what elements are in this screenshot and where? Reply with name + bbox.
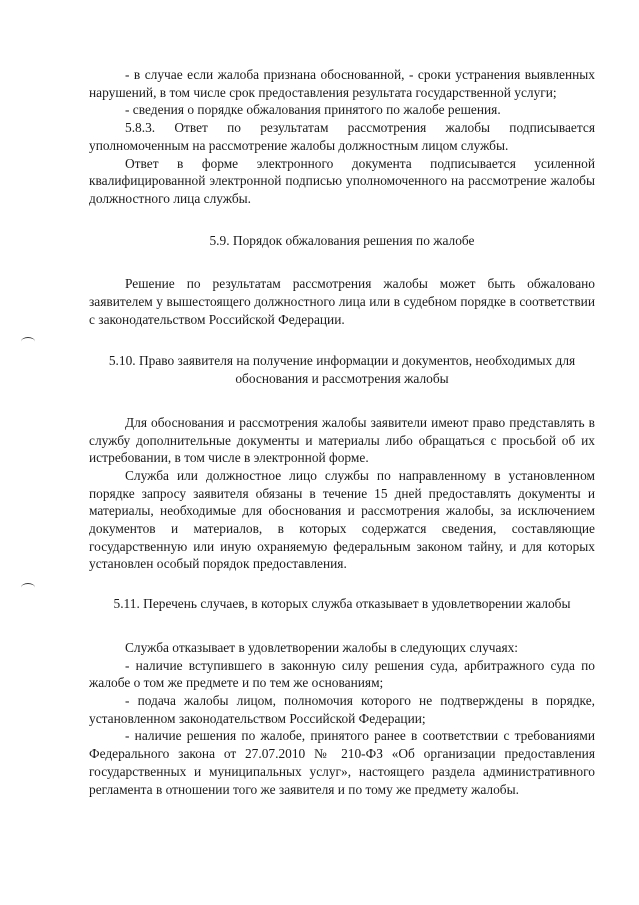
punch-mark-lower: [21, 583, 35, 592]
paragraph: Служба или должностное лицо службы по направленному в установленном порядке запросу заявителя обязаны в течение 15 дней предоставлять документы и материалы, необходимые для обоснования и рассмотрения жалобы, за исключением документов и материалов, в которых содержатся сведения, составляющие государственную или иную охраняемую федеральным законом тайну, и для которых установлен особый порядок предоставления.: [89, 467, 595, 572]
heading-line: 5.10. Право заявителя на получение информации и документов, необходимых для: [108, 353, 576, 369]
paragraph: Служба отказывает в удовлетворении жалобы в следующих случаях:: [125, 639, 519, 655]
section-heading-5-10: [89, 352, 595, 387]
section-heading-5-9: 5.9. Порядок обжалования решения по жалобе: [209, 232, 475, 248]
paragraph: - наличие вступившего в законную силу решения суда, арбитражного суда по жалобе о том же предмете и по тем же основаниям;: [89, 657, 595, 691]
paragraph: - в случае если жалоба признана обоснованной, - сроки устранения выявленных нарушений, в том числе срок предоставления результата государственной услуги;: [89, 67, 595, 100]
paragraph: - подача жалобы лицом, полномочия которого не подтверждены в порядке, установленном законодательством Российской Федерации;: [89, 692, 595, 726]
punch-mark-upper: [21, 337, 35, 346]
paragraph: - сведения о порядке обжалования принятого по жалобе решения.: [125, 102, 501, 118]
paragraph: Решение по результатам рассмотрения жалобы может быть обжаловано заявителем у вышестоящего должностного лица или в судебном порядке в соответствии с законодательством Российской Федерации.: [89, 276, 595, 327]
paragraph: Ответ в форме электронного документа подписывается усиленной квалифицированной электронной подписью уполномоченного на рассмотрение жалобы должностного лица службы.: [89, 155, 595, 206]
section-heading-5-11: 5.11. Перечень случаев, в которых служба отказывает в удовлетворении жалобы: [113, 596, 571, 612]
document-page: [89, 66, 595, 798]
heading-line: обоснования и рассмотрения жалобы: [235, 371, 449, 387]
paragraph: - наличие решения по жалобе, принятого ранее в соответствии с требованиями Федерального закона от 27.07.2010 № 210-ФЗ «Об организации предоставления государственных и муниципальных услуг», настоящего раздела административного регламента в отношении того же заявителя и по тому же предмету жалобы.: [89, 728, 595, 797]
paragraph: Для обоснования и рассмотрения жалобы заявители имеют право представлять в службу дополнительные документы и материалы либо обращаться с просьбой об их истребовании, в том числе в электронной форме.: [89, 414, 595, 466]
paragraph: 5.8.3. Ответ по результатам рассмотрения жалобы подписывается уполномоченным на рассмотрение жалобы должностным лицом службы.: [89, 120, 595, 153]
